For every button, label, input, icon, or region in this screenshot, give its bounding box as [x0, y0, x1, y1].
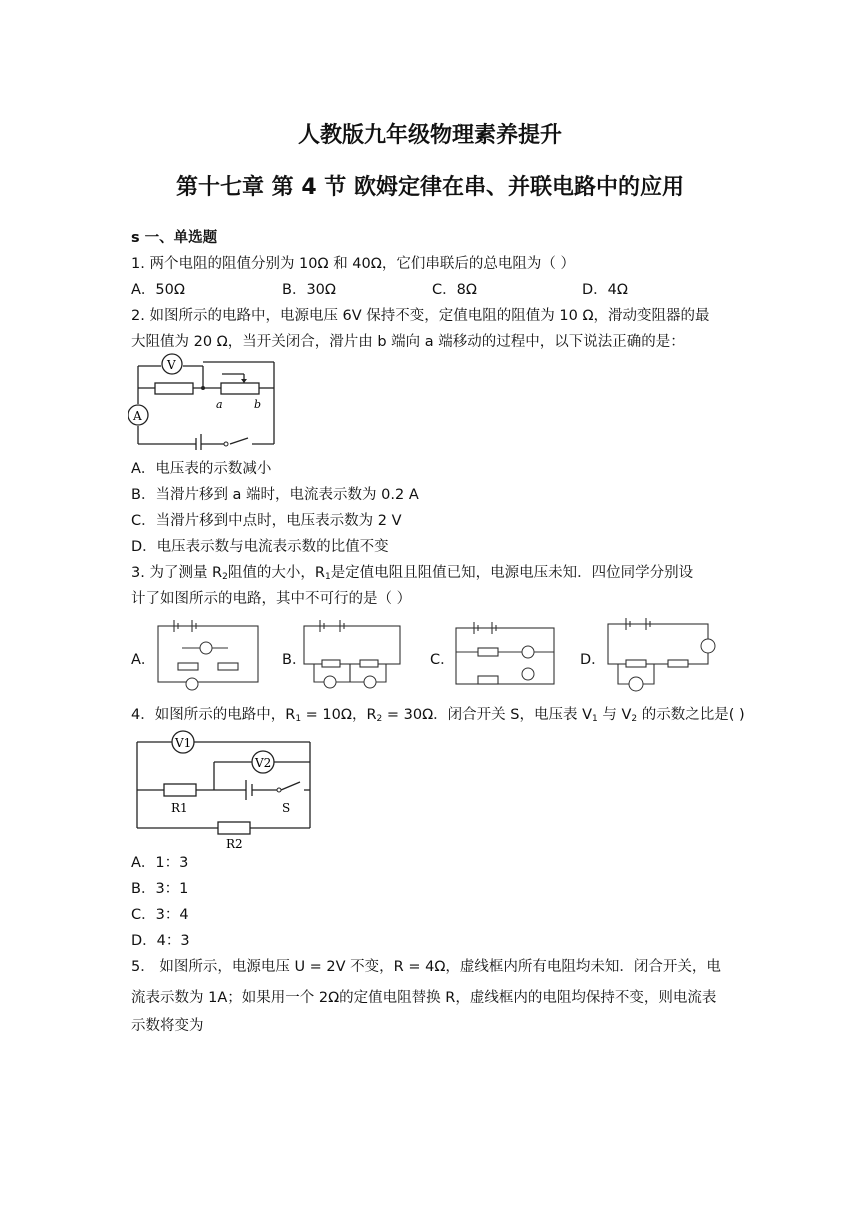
q5-stem-line2: 流表示数为 1A；如果用一个 2Ω的定值电阻替换 R，虚线框内的电阻均保持不变，则电流表 [131, 990, 717, 1006]
v1-label: V1 [175, 736, 192, 750]
r1-label: R1 [171, 801, 188, 815]
q4-option-b: B．3：1 [131, 881, 189, 897]
q4-option-d: D．4：3 [131, 933, 190, 949]
v2-label: V2 [255, 756, 272, 770]
q3-option-a: A． [131, 652, 156, 668]
q4-circuit-diagram [132, 728, 318, 850]
q1-option-a: A．50Ω [131, 282, 185, 298]
q2-option-c: C．当滑片移到中点时，电压表示数为 2 V [131, 513, 402, 529]
q2-option-b: B．当滑片移到 a 端时，电流表示数为 0.2 A [131, 487, 419, 503]
voltmeter-label: V [167, 358, 176, 372]
q3-circuit-a [152, 614, 262, 694]
document-title: 人教版九年级物理素养提升 [297, 123, 562, 148]
q4-option-a: A．1：3 [131, 855, 189, 871]
terminal-b-label: b [254, 398, 262, 411]
q4-option-c: C．3：4 [131, 907, 189, 923]
q2-option-a: A．电压表的示数减小 [131, 461, 272, 477]
q1-stem: 1. 两个电阻的阻值分别为 10Ω 和 40Ω，它们串联后的总电阻为（ ） [131, 256, 575, 272]
q3-option-d: D． [580, 652, 606, 668]
q3-option-c: C． [430, 652, 455, 668]
terminal-a-label: a [216, 398, 223, 411]
q3-stem-line1: 3. 为了测量 $R_2$阻值的大小，$R_1$是定值电阻且阻值已知，电源电压未知．四位同学分别设 [131, 565, 694, 582]
q2-stem-line2: 大阻值为 20 Ω，当开关闭合，滑片由 b 端向 a 端移动的过程中，以下说法正确的是： [131, 334, 685, 350]
r2-label: R2 [226, 837, 243, 850]
q3-stem-line2: 计了如图所示的电路，其中不可行的是（ ） [131, 591, 412, 607]
switch-s-label: S [282, 801, 291, 815]
section-heading: s 一、单选题 [131, 230, 218, 246]
q1-option-d: D．4Ω [582, 282, 628, 298]
ammeter-label: A [133, 409, 142, 423]
q1-option-b: B．30Ω [282, 282, 336, 298]
q1-option-c: C．8Ω [432, 282, 477, 298]
q3-option-b: B． [282, 652, 307, 668]
q2-stem-line1: 2. 如图所示的电路中，电源电压 6V 保持不变，定值电阻的阻值为 10 Ω，滑动变阻器的最 [131, 308, 710, 324]
q3-circuit-b [300, 614, 404, 694]
q3-circuit-d [602, 612, 720, 696]
q2-circuit-diagram [128, 352, 280, 450]
q5-stem-line1: 5． 如图所示，电源电压 U = 2V 不变，R = 4Ω，虚线框内所有电阻均未知．闭合开关，电 [131, 959, 721, 975]
q3-circuit-c [452, 614, 558, 694]
q5-stem-line3: 示数将变为 [131, 1018, 204, 1034]
q2-option-d: D．电压表示数与电流表示数的比值不变 [131, 539, 389, 555]
chapter-subtitle: 第十七章 第 4 节 欧姆定律在串、并联电路中的应用 [176, 175, 684, 200]
q4-stem: 4．如图所示的电路中，$R_1 = 10\Omega$，$R_2 = 30\Omega$．闭合开关 S，电压表 $V_1$ 与 $V_2$ 的示数之比是( ) [131, 707, 745, 724]
